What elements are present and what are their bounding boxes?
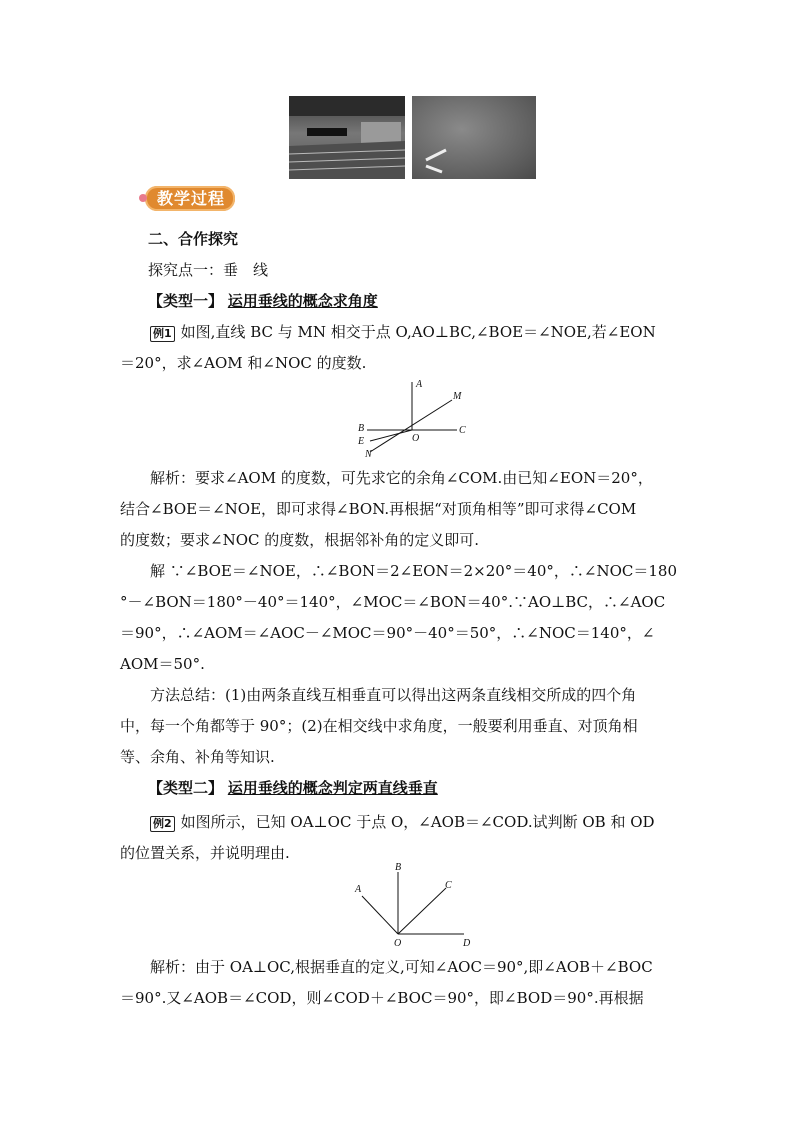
label-N: N bbox=[365, 449, 372, 458]
type1-solution-line2: °－∠BON＝180°－40°＝140°，∠MOC＝∠BON＝40°.∵AO⊥BC，∴∠AOC bbox=[120, 593, 666, 611]
type1-heading bbox=[148, 291, 708, 311]
type1-analysis-line3: 的度数；要求∠NOC 的度数，根据邻补角的定义即可. bbox=[120, 531, 480, 549]
type2-tag: 【类型二】 bbox=[148, 779, 224, 797]
label-A2: A bbox=[355, 884, 362, 895]
example1-tag: 例1 bbox=[150, 326, 175, 342]
type1-title: 运用垂线的概念求角度 bbox=[227, 292, 378, 310]
badge-label: 教学过程 bbox=[157, 189, 226, 208]
method-summary-line2: 中，每一个角都等于 90°；(2)在相交线中求角度，一般要利用垂直、对顶角相 bbox=[120, 717, 638, 735]
classroom-photo bbox=[289, 96, 405, 179]
type1-solution-line3: ＝90°，∴∠AOM＝∠AOC－∠MOC＝90°－40°＝50°，∴∠NOC＝140°，∠ bbox=[120, 624, 655, 642]
label-D2: D bbox=[463, 938, 471, 949]
label-C2: C bbox=[445, 880, 452, 891]
method-summary-line1: 方法总结：(1)由两条直线互相垂直可以得出这两条直线相交所成的四个角 bbox=[150, 686, 637, 704]
type2-problem-line2: 的位置关系，并说明理由. bbox=[120, 844, 290, 862]
type2-analysis-line2: ＝90°.又∠AOB＝∠COD，则∠COD＋∠BOC＝90°，即∠BOD＝90°.再根据 bbox=[120, 989, 644, 1007]
type1-analysis-line1: 解析：要求∠AOM 的度数，可先求它的余角∠COM.由已知∠EON＝20°， bbox=[150, 469, 653, 487]
type1-problem-line2: ＝20°，求∠AOM 和∠NOC 的度数. bbox=[120, 354, 367, 372]
section-heading: 二、合作探究 bbox=[148, 230, 239, 248]
type2-problem-text1: 如图所示，已知 OA⊥OC 于点 O，∠AOB＝∠COD.试判断 OB 和 OD bbox=[180, 813, 655, 831]
label-O2: O bbox=[394, 938, 402, 949]
type2-heading bbox=[148, 778, 708, 798]
type2-analysis-line1: 解析：由于 OA⊥OC,根据垂直的定义,可知∠AOC＝90°,即∠AOB＋∠BOC bbox=[150, 958, 653, 976]
type1-solution-line4: AOM＝50°. bbox=[120, 655, 205, 673]
example2-tag: 例2 bbox=[150, 816, 175, 832]
type1-solution-line1: 解 ∵∠BOE＝∠NOE，∴∠BON＝2∠EON＝2×20°＝40°，∴∠NOC＝180 bbox=[150, 562, 677, 580]
type2-problem-line1 bbox=[150, 812, 710, 832]
badge-dot-icon bbox=[139, 194, 147, 202]
label-B2: B bbox=[395, 862, 402, 873]
type1-problem-line1 bbox=[150, 322, 710, 342]
label-C: C bbox=[459, 425, 466, 436]
chalk-drawing bbox=[412, 96, 536, 179]
subsection-heading: 探究点一：垂 线 bbox=[148, 261, 269, 279]
blackboard-photo bbox=[412, 96, 536, 179]
method-summary-line3: 等、余角、补角等知识. bbox=[120, 748, 275, 766]
type1-problem-text1: 如图,直线 BC 与 MN 相交于点 O,AO⊥BC,∠BOE＝∠NOE,若∠EON bbox=[180, 323, 656, 341]
type2-title: 运用垂线的概念判定两直线垂直 bbox=[227, 779, 438, 797]
figure-rays-from-O bbox=[350, 862, 480, 952]
type1-tag: 【类型一】 bbox=[148, 292, 224, 310]
label-O: O bbox=[412, 433, 420, 444]
type1-analysis-line2: 结合∠BOE＝∠NOE，即可求得∠BON.再根据“对顶角相等”即可求得∠COM bbox=[120, 500, 637, 518]
label-A: A bbox=[416, 379, 423, 390]
classroom-photo-drawing bbox=[289, 96, 405, 179]
label-M: M bbox=[453, 391, 462, 402]
figure-intersecting-lines bbox=[352, 378, 477, 458]
label-E: E bbox=[358, 436, 365, 447]
label-B: B bbox=[358, 423, 365, 434]
section-badge bbox=[145, 186, 235, 211]
